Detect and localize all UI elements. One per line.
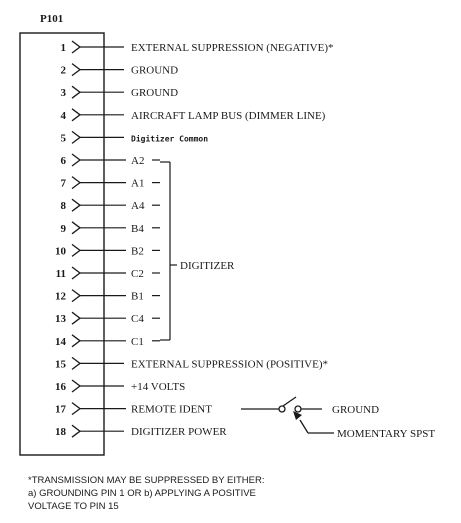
pin-contact-chevron (72, 357, 80, 369)
pin-7 (61, 177, 161, 190)
pin-contact-chevron (72, 131, 80, 143)
pin-signal-label: +14 VOLTS (131, 381, 186, 393)
pin-signal-label: A4 (131, 200, 145, 213)
pin-number: 7 (60, 177, 66, 190)
pin-signal-label: DIGITIZER POWER (131, 426, 227, 439)
pin-contact-chevron (72, 41, 80, 53)
pin-number: 8 (60, 200, 66, 213)
pin-17 (55, 403, 212, 416)
pin-number: 4 (60, 109, 66, 122)
pin-signal-label: C2 (131, 268, 144, 280)
pin-signal-label: A1 (131, 177, 145, 190)
pin-contact-chevron (72, 403, 80, 415)
pin-signal-label: Digitizer Common (131, 134, 209, 144)
pin-1 (61, 41, 334, 54)
pin-number: 3 (60, 87, 66, 100)
pin-contact-chevron (72, 312, 80, 324)
pin-contact-chevron (72, 64, 80, 76)
pin-15 (55, 357, 328, 370)
footnote-line-2: a) GROUNDING PIN 1 OR b) APPLYING A POSITIVE (28, 488, 256, 499)
pins-layer (55, 41, 333, 438)
pin-number: 10 (55, 245, 66, 258)
pin-number: 15 (55, 358, 66, 371)
pin-contact-chevron (72, 244, 80, 256)
pin-number: 14 (55, 335, 66, 348)
pin-number: 17 (55, 403, 66, 416)
pin-signal-label: GROUND (131, 64, 179, 77)
pin-contact-chevron (72, 267, 80, 279)
momentary-spst-switch (241, 397, 334, 433)
pin-13 (55, 312, 160, 325)
pin-number: 11 (55, 268, 66, 280)
pin-contact-chevron (72, 222, 80, 234)
connector-label: P101 (40, 13, 64, 25)
pin-number: 12 (55, 290, 66, 303)
pin-signal-label: EXTERNAL SUPPRESSION (POSITIVE)* (131, 358, 328, 371)
pin-signal-label: C4 (131, 313, 144, 326)
pin-contact-chevron (72, 335, 80, 347)
switch-ground-label: GROUND (332, 404, 380, 416)
pin-5 (61, 131, 209, 144)
pin-number: 18 (55, 426, 66, 439)
pin-14 (55, 335, 160, 348)
pin-10 (55, 244, 160, 257)
pin-number: 5 (60, 132, 66, 145)
pin-16 (55, 380, 185, 393)
pin-signal-label: AIRCRAFT LAMP BUS (DIMMER LINE) (131, 109, 326, 122)
digitizer-bracket (160, 162, 177, 340)
pin-contact-chevron (72, 177, 80, 189)
pin-number: 9 (60, 222, 66, 235)
pin-9 (61, 222, 161, 235)
pin-contact-chevron (72, 380, 80, 392)
digitizer-group-label: DIGITIZER (180, 260, 235, 272)
pin-number: 16 (55, 381, 66, 393)
pin-signal-label: A2 (131, 155, 145, 167)
pin-4 (61, 109, 326, 122)
footnote-line-3: VOLTAGE TO PIN 15 (28, 501, 119, 512)
pin-18 (55, 425, 227, 438)
switch-type-label: MOMENTARY SPST (337, 428, 436, 440)
pin-contact-chevron (72, 425, 80, 437)
pin-contact-chevron (72, 154, 80, 166)
pin-contact-chevron (72, 290, 80, 302)
pin-8 (61, 199, 161, 212)
footnote-line-1: *TRANSMISSION MAY BE SUPPRESSED BY EITHER: (28, 475, 265, 486)
pin-number: 2 (60, 64, 66, 77)
pin-number: 1 (60, 42, 66, 54)
pin-number: 13 (55, 313, 66, 326)
pin-11 (56, 267, 160, 280)
pin-12 (55, 290, 160, 303)
pin-signal-label: GROUND (131, 87, 179, 100)
pin-number: 6 (60, 155, 66, 167)
pin-signal-label: B1 (131, 290, 144, 303)
pin-3 (61, 86, 179, 99)
pin-signal-label: C1 (131, 335, 144, 348)
pin-2 (61, 64, 179, 77)
pin-contact-chevron (72, 109, 80, 121)
pin-contact-chevron (72, 86, 80, 98)
pin-signal-label: REMOTE IDENT (131, 403, 212, 416)
pin-signal-label: B4 (131, 222, 144, 235)
pin-signal-label: B2 (131, 245, 144, 258)
pin-6 (61, 154, 161, 167)
pin-contact-chevron (72, 199, 80, 211)
pin-signal-label: EXTERNAL SUPPRESSION (NEGATIVE)* (131, 42, 334, 54)
